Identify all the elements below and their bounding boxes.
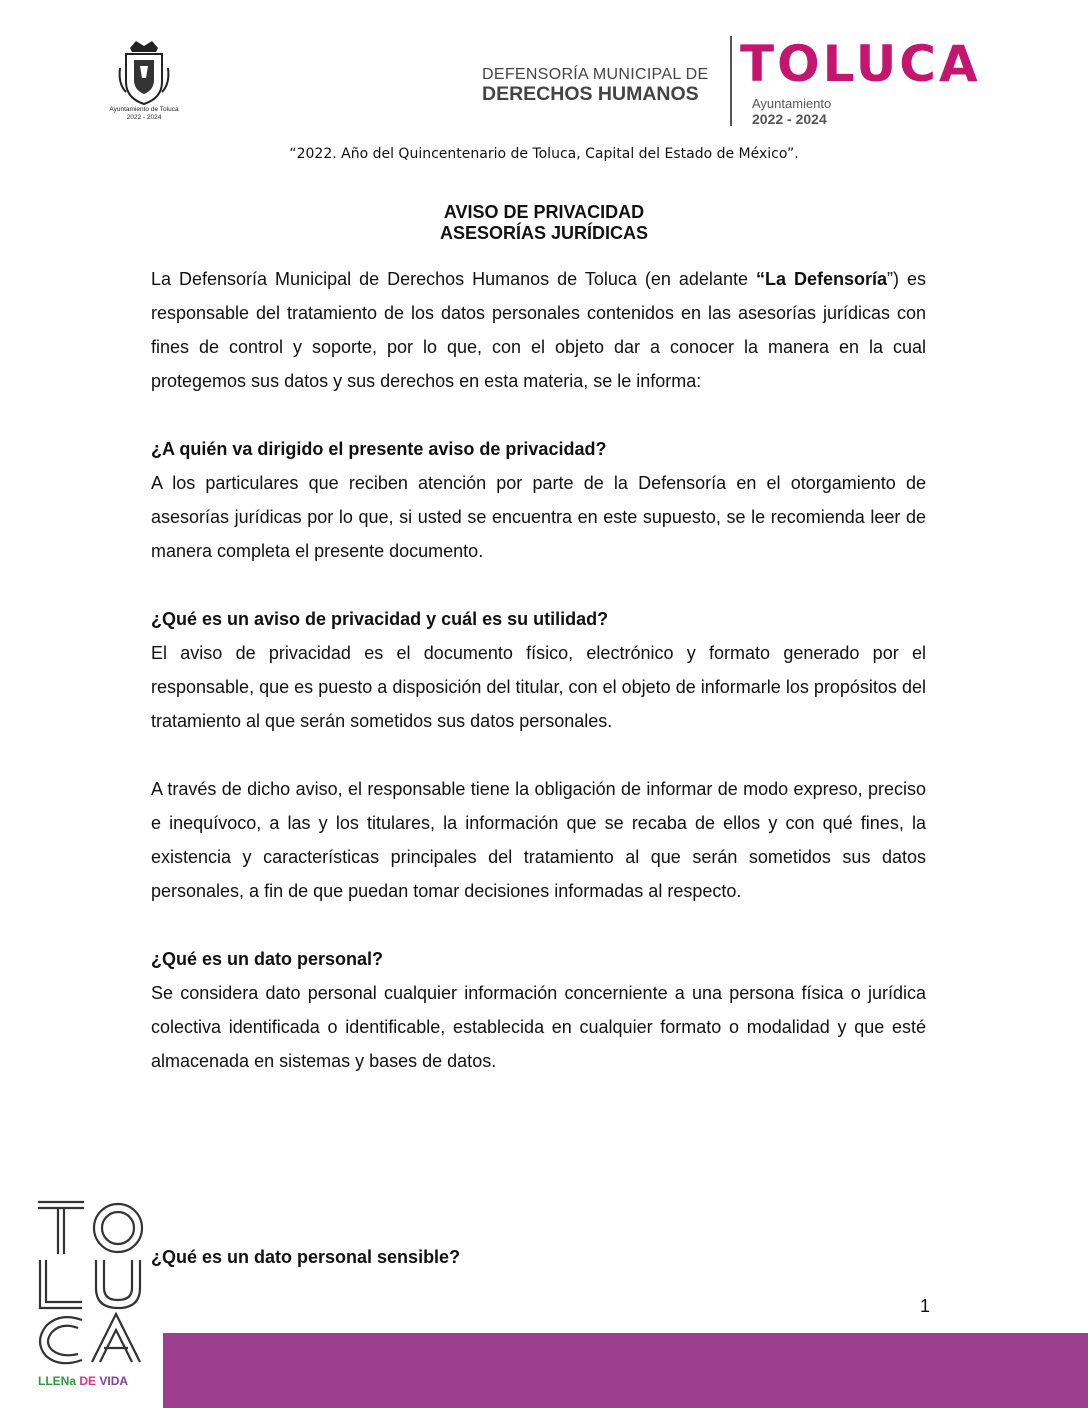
department-line-1: DEFENSORÍA MUNICIPAL DE [482,66,709,83]
brand-wordmark: TOLUCA [740,35,981,93]
footer-bar [163,1333,1088,1408]
municipal-seal [108,38,180,124]
intro-paragraph: La Defensoría Municipal de Derechos Humanos de Toluca (en adelante “La Defensoría”) es responsable del tratamiento de los datos personales contenidos en las asesorías jurídicas con fines de control y soporte, por lo que, con el objeto dar a conocer la manera en la cual protegemos sus datos y sus derechos en esta materia, se le informa: [151,269,927,391]
document-title [0,202,1088,244]
title-line-1: AVISO DE PRIVACIDAD [443,202,645,222]
section-paragraph: A los particulares que reciben atención por parte de la Defensoría en el otorgamiento de asesorías jurídicas por lo que, si usted se encuentra en este supuesto, se le recomienda leer de manera completa el presente documento. [151,473,926,561]
section-heading: ¿Qué es un dato personal sensible? [151,1247,461,1267]
year-motto: “2022. Año del Quincentenario de Toluca, Capital del Estado de México”. [289,146,799,162]
document-body [151,262,926,1078]
title-line-2: ASESORÍAS JURÍDICAS [439,223,649,243]
section-paragraph: El aviso de privacidad es el documento físico, electrónico y formato generado por el responsable, que es puesto a disposición del titular, con el objeto de informarle los propósitos del tratamiento al que serán sometidos sus datos personales. [151,643,926,731]
section-heading: ¿Qué es un aviso de privacidad y cuál es su utilidad? [151,609,609,629]
section-heading: ¿A quién va dirigido el presente aviso de privacidad? [151,439,607,459]
brand-years: 2022 - 2024 [752,111,827,127]
coat-of-arms-icon [116,38,172,106]
footer-tagline: LLENa DE VIDA [38,1374,129,1388]
toluca-brand-logo [740,35,981,127]
section-heading: ¿Qué es un dato personal? [151,949,384,969]
section-paragraph: A través de dicho aviso, el responsable tiene la obligación de informar de modo expreso, preciso e inequívoco, a las y los titulares, la información que se recaba de ellos y con qué fines, la existencia y características principales del tratamiento al que serán sometidos sus datos personales, a fin de que puedan tomar decisiones informadas al respecto. [151,779,926,901]
brand-subtitle: Ayuntamiento [752,96,832,111]
department-line-2: DERECHOS HUMANOS [482,83,699,105]
department-name [482,66,709,105]
page-number: 1 [920,1296,931,1316]
toluca-outline-logo [34,1196,148,1366]
defensoria-label: “La Defensoría [755,269,888,289]
seal-caption-name: Ayuntamiento de Toluca [109,106,179,113]
seal-caption-years: 2022 - 2024 [126,114,162,121]
section-paragraph: Se considera dato personal cualquier información concerniente a una persona física o jurídica colectiva identificada o identificable, establecida en cualquier formato o modalidad y que esté almacenada en sistemas y bases de datos. [151,983,926,1071]
header-divider [730,36,732,126]
